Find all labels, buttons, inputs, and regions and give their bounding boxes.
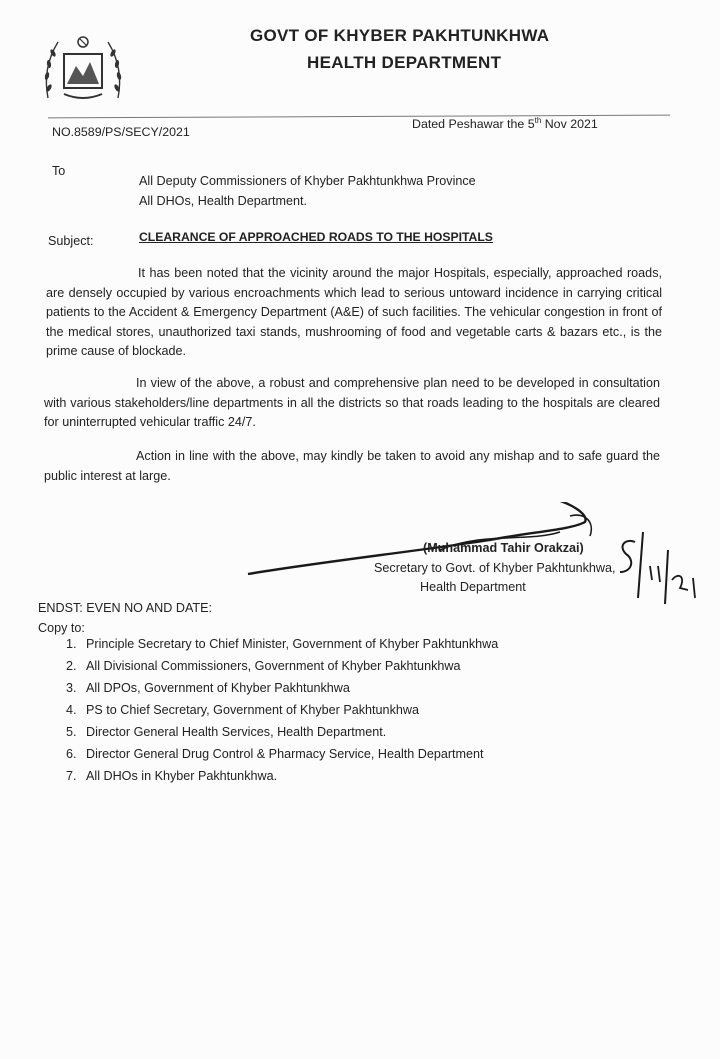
copy-to-item: 1. Principle Secretary to Chief Minister, Government of Khyber Pakhtunkhwa <box>80 633 498 655</box>
recipient-2: All DHOs, Health Department. <box>139 194 307 208</box>
recipient-1: All Deputy Commissioners of Khyber Pakhtunkhwa Province <box>139 174 476 188</box>
letter-date: Dated Peshawar the 5th Nov 2021 <box>412 116 598 132</box>
paragraph-2: In view of the above, a robust and comprehensive plan need to be developed in consultation with various stakeholders/line departments in all the districts so that roads leading to the hospitals are cleared for uninterrupted vehicular traffic 24/7. <box>44 376 660 429</box>
copy-to-list <box>38 633 498 787</box>
government-emblem-icon <box>40 28 126 108</box>
signatory-department: Health Department <box>420 580 526 594</box>
copy-to-item: 7. All DHOs in Khyber Pakhtunkhwa. <box>80 765 498 787</box>
header-department: HEALTH DEPARTMENT <box>307 53 502 72</box>
handwritten-signature <box>240 502 720 612</box>
copy-to-item: 4. PS to Chief Secretary, Government of Khyber Pakhtunkhwa <box>80 699 498 721</box>
subject-text: CLEARANCE OF APPROACHED ROADS TO THE HOSPITALS <box>139 230 493 244</box>
paragraph-1: It has been noted that the vicinity around the major Hospitals, especially, approached roads, are densely occupied by various encroachments which lead to serious untoward incidence in carrying critical patients to the Accident & Emergency Department (A&E) of such facilities. The vehicular congestion in front of the medical stores, unauthorized taxi stands, mushrooming of food and vegetable carts & bazars etc., is the prime cause of blockade. <box>46 266 662 358</box>
reference-number: NO.8589/PS/SECY/2021 <box>52 125 190 139</box>
endst-line: ENDST: EVEN NO AND DATE: <box>38 601 213 615</box>
copy-to-item: 2. All Divisional Commissioners, Government of Khyber Pakhtunkhwa <box>80 655 498 677</box>
signatory-title: Secretary to Govt. of Khyber Pakhtunkhwa, <box>374 561 616 575</box>
copy-to-item: 3. All DPOs, Government of Khyber Pakhtunkhwa <box>80 677 498 699</box>
copy-to-label: Copy to: <box>38 621 85 635</box>
subject-label: Subject: <box>48 234 94 248</box>
paragraph-3: Action in line with the above, may kindly be taken to avoid any mishap and to safe guard the public interest at large. <box>44 449 660 483</box>
copy-to-item: 6. Director General Drug Control & Pharmacy Service, Health Department <box>80 743 498 765</box>
copy-to-item: 5. Director General Health Services, Health Department. <box>80 721 498 743</box>
to-label: To <box>52 164 66 178</box>
signatory-name: (Muhammad Tahir Orakzai) <box>423 541 584 555</box>
header-govt: GOVT OF KHYBER PAKHTUNKHWA <box>250 26 550 45</box>
